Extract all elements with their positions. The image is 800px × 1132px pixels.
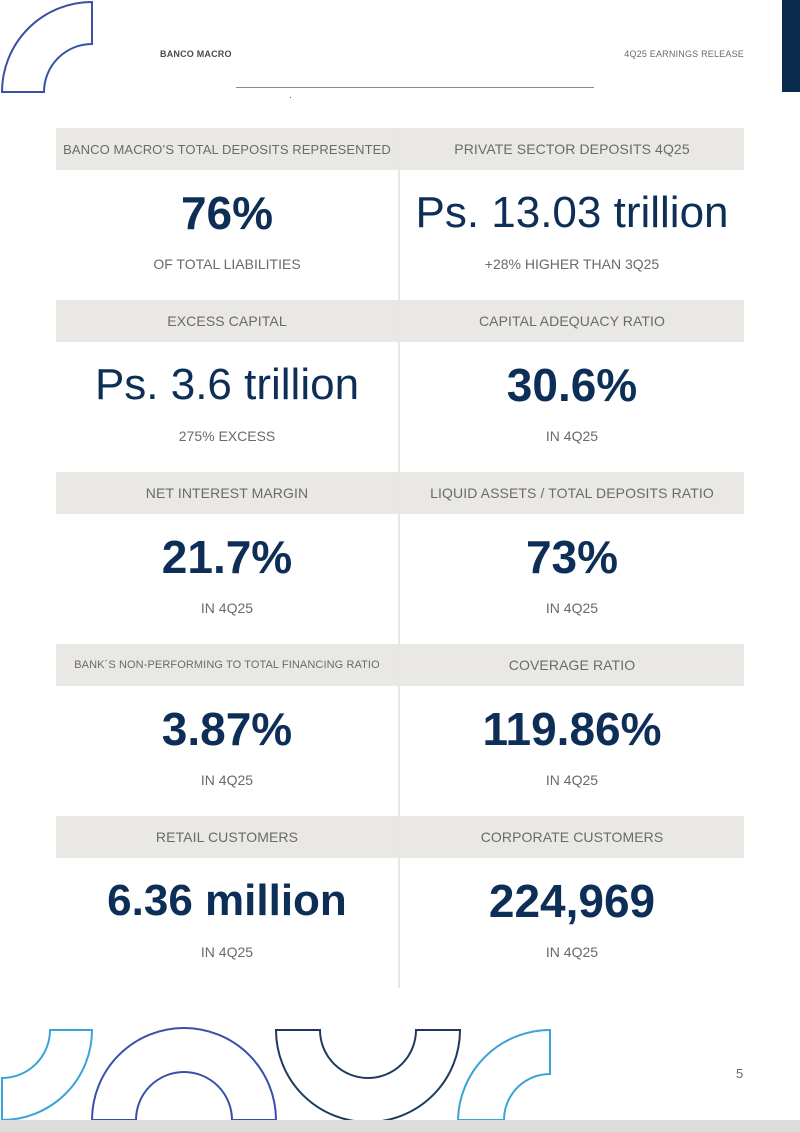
metric-label: PRIVATE SECTOR DEPOSITS 4Q25 <box>400 128 744 170</box>
metric-sub: IN 4Q25 <box>545 600 599 616</box>
metric-value: 30.6% <box>506 359 638 411</box>
metric-label: CAPITAL ADEQUACY RATIO <box>400 300 744 342</box>
metric-sub: IN 4Q25 <box>200 772 254 788</box>
metric-sub: 275% EXCESS <box>178 428 276 444</box>
metric-sub: IN 4Q25 <box>200 600 254 616</box>
metric-label: BANK´S NON-PERFORMING TO TOTAL FINANCING RATIO <box>56 644 398 686</box>
metric-value: 21.7% <box>161 531 293 583</box>
bottom-arc-cyan-left-icon <box>2 1030 92 1120</box>
metric-value: 119.86% <box>482 703 662 755</box>
bottom-arc-blue-half-icon <box>92 1028 276 1120</box>
page-number: 5 <box>736 1066 744 1081</box>
bottom-arc-cyan-right-icon <box>458 1030 550 1120</box>
metrics-grid <box>56 128 744 988</box>
metric-card-total-deposits <box>56 128 400 300</box>
metric-sub: +28% HIGHER THAN 3Q25 <box>484 256 660 272</box>
metric-card-non-performing <box>56 644 400 816</box>
metric-value: Ps. 13.03 trillion <box>415 188 729 237</box>
metric-sub: IN 4Q25 <box>545 772 599 788</box>
metric-sub: IN 4Q25 <box>545 428 599 444</box>
metric-label: CORPORATE CUSTOMERS <box>400 816 744 858</box>
metric-card-private-deposits <box>400 128 744 300</box>
metric-card-excess-capital <box>56 300 400 472</box>
metric-card-net-interest-margin <box>56 472 400 644</box>
metric-value: 73% <box>525 531 619 583</box>
metric-label: NET INTEREST MARGIN <box>56 472 398 514</box>
metrics-row <box>56 816 744 988</box>
footer-strip <box>0 1120 800 1132</box>
metrics-row <box>56 472 744 644</box>
metric-sub: OF TOTAL LIABILITIES <box>153 256 301 272</box>
bottom-arc-dark-bowl-icon <box>276 1030 460 1122</box>
metric-value: Ps. 3.6 trillion <box>94 360 360 409</box>
header-document-title: 4Q25 EARNINGS RELEASE <box>624 49 744 59</box>
metric-sub: IN 4Q25 <box>200 944 254 960</box>
metric-label: EXCESS CAPITAL <box>56 300 398 342</box>
metric-value: 6.36 million <box>107 876 347 925</box>
metrics-row <box>56 300 744 472</box>
metric-value: 3.87% <box>161 703 293 755</box>
metrics-row <box>56 128 744 300</box>
metric-value: 76% <box>180 187 274 239</box>
metric-card-capital-adequacy <box>400 300 744 472</box>
metrics-row <box>56 644 744 816</box>
metric-label: BANCO MACRO’S TOTAL DEPOSITS REPRESENTED <box>56 128 398 170</box>
header-divider <box>236 87 594 88</box>
metric-value: 224,969 <box>488 875 656 927</box>
header-company: BANCO MACRO <box>160 49 232 59</box>
metric-label: COVERAGE RATIO <box>400 644 744 686</box>
metric-sub: IN 4Q25 <box>545 944 599 960</box>
metric-card-liquid-assets <box>400 472 744 644</box>
metric-card-coverage-ratio <box>400 644 744 816</box>
side-accent-bar <box>782 0 800 92</box>
top-left-arc-icon <box>2 2 92 92</box>
metric-card-corporate-customers <box>400 816 744 988</box>
metric-card-retail-customers <box>56 816 400 988</box>
header-dot <box>290 97 291 98</box>
metric-label: RETAIL CUSTOMERS <box>56 816 398 858</box>
metric-label: LIQUID ASSETS / TOTAL DEPOSITS RATIO <box>400 472 744 514</box>
